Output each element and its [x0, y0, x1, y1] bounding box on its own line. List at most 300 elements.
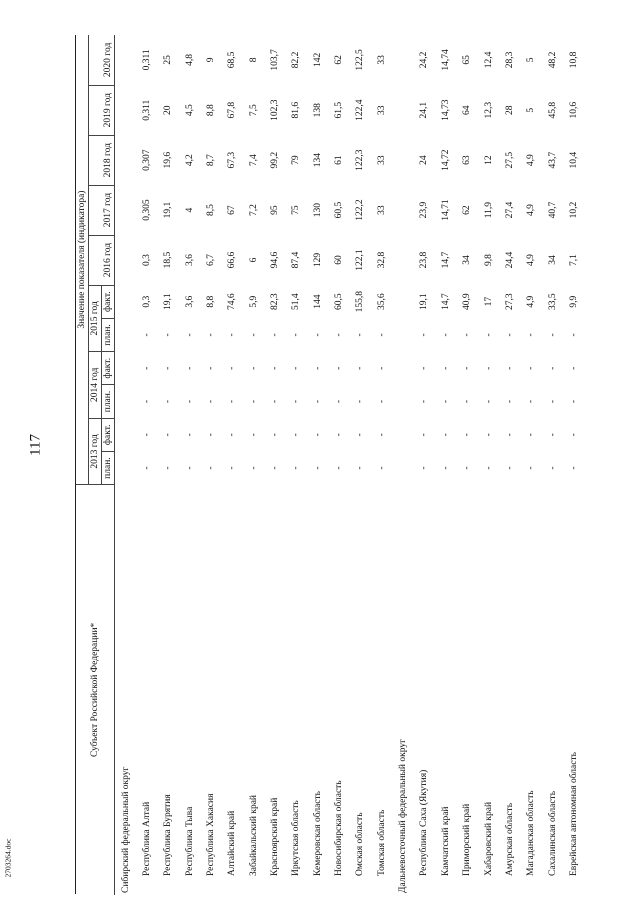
document-footer: 2703264.doc	[3, 838, 13, 878]
table-cell	[392, 35, 413, 85]
section-name: Дальневосточный федеральный округ	[398, 739, 409, 893]
table-cell: 0,305	[142, 199, 153, 221]
table-cell: 33	[376, 155, 387, 165]
table-cell	[115, 418, 137, 451]
table-cell: -	[483, 399, 494, 404]
table-cell: 62	[462, 205, 473, 215]
region-name: Новосибирская область	[334, 780, 345, 876]
region-name: Республика Хакасия	[206, 793, 217, 876]
table-cell: -	[206, 433, 217, 437]
table-cell: 8	[248, 57, 259, 63]
table-cell: 0,3	[142, 254, 153, 266]
table-cell: 5,9	[248, 295, 259, 308]
table-row	[563, 35, 584, 895]
year-2014-header: 2014 год	[89, 352, 102, 419]
table-row	[264, 35, 285, 895]
table-cell: -	[483, 333, 494, 337]
table-cell: 82,3	[270, 293, 281, 310]
table-row	[243, 35, 264, 895]
table-cell: 0,311	[142, 49, 153, 71]
table-cell: 62	[334, 55, 345, 65]
table-cell: 19,1	[163, 201, 174, 219]
table-cell: -	[142, 366, 153, 370]
table-cell: 18,5	[163, 251, 174, 269]
table-cell: -	[248, 399, 259, 404]
table-cell	[392, 235, 413, 285]
table-cell: -	[526, 399, 537, 404]
region-name: Республика Саха (Якутия)	[419, 769, 430, 876]
table-cell: 138	[312, 103, 323, 118]
table-cell: 7,2	[248, 204, 259, 217]
table-cell: -	[184, 399, 195, 404]
table-cell: -	[504, 399, 515, 404]
table-cell: 0,3	[142, 295, 153, 308]
table-cell: 102,3	[270, 99, 281, 121]
table-cell: -	[568, 399, 579, 404]
table-cell: 24	[419, 155, 430, 165]
table-cell: -	[440, 366, 451, 370]
table-cell: 19,1	[419, 293, 430, 310]
table-cell: -	[291, 366, 302, 370]
table-cell: 7,4	[248, 154, 259, 167]
table-cell: -	[440, 399, 451, 404]
table-cell: 14,73	[440, 99, 451, 121]
table-cell: -	[483, 366, 494, 370]
table-cell: -	[206, 366, 217, 370]
table-cell: 8,5	[206, 204, 217, 217]
year-2018-header: 2018 год	[89, 135, 115, 185]
table-cell	[115, 451, 137, 484]
table-cell: 60,5	[334, 293, 345, 310]
table-cell: 48,2	[547, 51, 558, 69]
table-cell: 60,5	[334, 201, 345, 219]
region-name: Камчатский край	[440, 806, 451, 876]
table-cell: 122,5	[355, 49, 366, 71]
table-cell: 74,6	[227, 293, 238, 310]
table-cell: -	[568, 433, 579, 437]
table-cell: -	[184, 433, 195, 437]
fact-2013-header: факт.	[102, 418, 115, 451]
table-cell: 24,4	[504, 251, 515, 269]
table-cell: -	[312, 433, 323, 437]
table-row	[200, 35, 221, 895]
table-cell	[115, 135, 137, 185]
table-cell: 4	[184, 207, 195, 213]
table-cell: -	[291, 399, 302, 404]
table-cell: 4,9	[526, 204, 537, 217]
region-name: Омская область	[355, 812, 366, 876]
table-cell: -	[227, 366, 238, 370]
table-row	[499, 35, 520, 895]
table-cell: 5	[526, 107, 537, 113]
table-cell	[392, 285, 413, 318]
table-cell: 10,8	[568, 51, 579, 69]
table-cell	[115, 35, 137, 85]
table-cell: -	[355, 433, 366, 437]
table-cell: -	[376, 333, 387, 337]
table-row	[307, 35, 328, 895]
table-cell: 67,8	[227, 101, 238, 119]
table-cell: 9	[206, 57, 217, 63]
plan-2013-header: план.	[102, 451, 115, 484]
region-name: Забайкальский край	[248, 795, 259, 876]
table-cell	[392, 418, 413, 451]
table-cell: -	[462, 399, 473, 404]
table-cell: -	[163, 433, 174, 437]
table-cell: 12,3	[483, 101, 494, 119]
table-cell: -	[312, 399, 323, 404]
table-cell: 0,307	[142, 149, 153, 171]
year-2017-header: 2017 год	[89, 185, 115, 235]
table-cell: 33,5	[547, 293, 558, 310]
table-cell	[392, 185, 413, 235]
table-cell: 14,74	[440, 49, 451, 71]
table-cell: 60	[334, 255, 345, 265]
table-cell	[392, 318, 413, 351]
table-cell: -	[547, 399, 558, 404]
table-cell: 4,9	[526, 295, 537, 308]
table-cell: -	[334, 366, 345, 370]
region-name: Еврейская автономная область	[568, 752, 579, 876]
table-cell: -	[270, 433, 281, 437]
table-row	[136, 35, 157, 895]
table-cell: 9,8	[483, 254, 494, 266]
table-cell: 4,9	[526, 154, 537, 167]
table-cell: 6,7	[206, 254, 217, 266]
table-cell	[115, 185, 137, 235]
table-row	[328, 35, 349, 895]
table-cell: -	[526, 433, 537, 437]
table-cell: 24,1	[419, 101, 430, 119]
table-cell: -	[568, 366, 579, 370]
table-cell: 32,8	[376, 251, 387, 269]
table-cell: 27,5	[504, 151, 515, 169]
table-cell: -	[270, 366, 281, 370]
table-cell: -	[355, 466, 366, 470]
region-name: Кемеровская область	[312, 790, 323, 876]
table-cell: 12	[483, 155, 494, 165]
table-cell: 14,72	[440, 149, 451, 171]
table-cell: 75	[291, 205, 302, 215]
table-cell: -	[312, 366, 323, 370]
table-cell: 4,8	[184, 53, 195, 66]
table-cell: -	[163, 466, 174, 470]
table-cell: -	[419, 466, 430, 470]
table-cell: 25	[163, 55, 174, 65]
table-cell: 122,4	[355, 99, 366, 121]
table-cell: 10,4	[568, 151, 579, 169]
table-cell: 14,7	[440, 293, 451, 310]
table-cell: 6	[248, 257, 259, 263]
fact-2015-header: факт.	[102, 285, 115, 318]
table-cell: -	[547, 466, 558, 470]
table-cell: -	[248, 333, 259, 337]
region-name: Иркутская область	[291, 800, 302, 876]
table-row	[542, 35, 563, 895]
region-name: Республика Тыва	[184, 806, 195, 876]
table-cell: 82,2	[291, 51, 302, 69]
year-2015-header: 2015 год	[89, 285, 102, 352]
table-cell: 122,3	[355, 149, 366, 171]
table-cell: -	[270, 466, 281, 470]
region-name: Сахалинская область	[547, 790, 558, 876]
region-name: Томская область	[376, 809, 387, 876]
table-cell: 66,6	[227, 251, 238, 269]
table-cell: 33	[376, 105, 387, 115]
table-cell: 122,1	[355, 249, 366, 271]
table-cell: -	[440, 433, 451, 437]
table-cell: 45,8	[547, 101, 558, 119]
table-cell: 134	[312, 153, 323, 168]
table-cell: -	[248, 366, 259, 370]
region-name: Республика Бурятия	[163, 794, 174, 876]
table-cell: 5	[526, 57, 537, 63]
table-cell: 3,6	[184, 295, 195, 308]
table-cell: -	[227, 333, 238, 337]
table-cell: 34	[547, 255, 558, 265]
table-cell: -	[334, 433, 345, 437]
plan-2015-header: план.	[102, 318, 115, 351]
table-cell: -	[547, 433, 558, 437]
table-cell: 65	[462, 55, 473, 65]
table-cell: 9,9	[568, 295, 579, 308]
table-cell: 129	[312, 252, 323, 268]
subject-header: Субъект Российской Федерации*	[76, 485, 115, 895]
table-cell	[392, 451, 413, 484]
indicator-table	[75, 35, 585, 895]
table-cell: 23,8	[419, 251, 430, 269]
table-cell: -	[163, 366, 174, 370]
region-name: Алтайский край	[227, 810, 238, 876]
table-cell: -	[142, 399, 153, 404]
table-cell: -	[291, 466, 302, 470]
table-cell: 8,8	[206, 104, 217, 117]
region-name: Хабаровский край	[483, 801, 494, 876]
table-cell: 51,4	[291, 293, 302, 310]
table-cell: -	[312, 466, 323, 470]
table-cell: -	[334, 399, 345, 404]
table-cell: 40,9	[462, 293, 473, 310]
table-cell: 27,3	[504, 293, 515, 310]
table-cell: -	[206, 399, 217, 404]
table-cell: 19,1	[163, 293, 174, 310]
table-cell: 61	[334, 155, 345, 165]
table-cell: 144	[312, 294, 323, 309]
year-2019-header: 2019 год	[89, 85, 115, 135]
table-row	[435, 35, 456, 895]
table-cell: -	[227, 466, 238, 470]
table-cell: 61,5	[334, 101, 345, 119]
table-cell: 17	[483, 296, 494, 307]
table-cell: -	[142, 433, 153, 437]
table-cell: -	[526, 466, 537, 470]
rotated-table-container	[75, 35, 585, 895]
table-cell: 67,3	[227, 151, 238, 169]
table-cell: 8,8	[206, 295, 217, 308]
table-cell: -	[504, 333, 515, 337]
table-cell: 27,4	[504, 201, 515, 219]
indicator-header: Значение показателя (индикатора)	[76, 35, 89, 485]
year-2020-header: 2020 год	[89, 35, 115, 85]
table-cell: 11,9	[483, 201, 494, 219]
year-2013-header: 2013 год	[89, 418, 102, 485]
table-cell: 155,8	[355, 290, 366, 313]
region-name: Республика Алтай	[142, 801, 153, 876]
table-cell: 28	[504, 105, 515, 115]
table-cell: -	[462, 433, 473, 437]
table-cell: 4,9	[526, 254, 537, 266]
table-cell: -	[206, 333, 217, 337]
table-cell	[392, 385, 413, 418]
table-cell: 14,7	[440, 251, 451, 269]
table-row	[350, 35, 371, 895]
table-cell: 34	[462, 255, 473, 265]
table-cell: 3,6	[184, 254, 195, 266]
table-cell: 14,71	[440, 199, 451, 221]
table-cell: 130	[312, 202, 323, 218]
table-cell: -	[440, 333, 451, 337]
table-cell: -	[142, 333, 153, 337]
table-cell: -	[462, 333, 473, 337]
table-body	[115, 35, 585, 895]
table-cell: -	[547, 333, 558, 337]
table-cell: -	[184, 366, 195, 370]
table-cell: -	[270, 399, 281, 404]
table-cell: 10,2	[568, 201, 579, 219]
table-cell: -	[163, 333, 174, 337]
table-cell: -	[547, 366, 558, 370]
table-cell: -	[291, 433, 302, 437]
table-cell: -	[483, 433, 494, 437]
table-cell: -	[462, 366, 473, 370]
table-cell	[115, 352, 137, 385]
table-cell: -	[419, 433, 430, 437]
table-cell: 20	[163, 105, 174, 115]
table-row	[457, 35, 478, 895]
table-cell: -	[376, 433, 387, 437]
table-cell: -	[312, 333, 323, 337]
table-cell: 142	[312, 52, 323, 68]
table-cell	[115, 85, 137, 135]
table-cell: 67	[227, 205, 238, 215]
table-cell: -	[227, 399, 238, 404]
table-cell: -	[526, 366, 537, 370]
table-row	[286, 35, 307, 895]
table-cell: 64	[462, 105, 473, 115]
table-cell: 4,2	[184, 154, 195, 167]
table-cell: -	[163, 399, 174, 404]
region-name: Красноярский край	[270, 797, 281, 876]
table-cell: 79	[291, 155, 302, 165]
table-cell: 28,3	[504, 51, 515, 69]
table-cell: 8,7	[206, 154, 217, 167]
region-name: Амурская область	[504, 802, 515, 876]
table-cell: 7,1	[568, 254, 579, 266]
table-cell: -	[248, 466, 259, 470]
section-row	[115, 35, 137, 895]
year-2016-header: 2016 год	[89, 235, 115, 285]
table-cell: -	[440, 466, 451, 470]
region-name: Приморский край	[462, 803, 473, 876]
table-cell: 43,7	[547, 151, 558, 169]
table-cell: -	[419, 399, 430, 404]
table-cell: -	[504, 433, 515, 437]
table-cell: -	[376, 466, 387, 470]
table-cell: 94,6	[270, 251, 281, 269]
table-cell: 23,9	[419, 201, 430, 219]
table-cell	[115, 235, 137, 285]
table-cell: -	[142, 466, 153, 470]
table-cell: -	[291, 333, 302, 337]
section-name: Сибирский федеральный округ	[120, 766, 131, 893]
table-cell: 10,6	[568, 101, 579, 119]
table-cell: 87,4	[291, 251, 302, 269]
table-row	[222, 35, 243, 895]
table-cell: 33	[376, 55, 387, 65]
table-cell: -	[568, 466, 579, 470]
table-row	[371, 35, 392, 895]
table-row	[414, 35, 435, 895]
table-cell: 103,7	[270, 49, 281, 71]
table-cell: -	[504, 466, 515, 470]
page-number: 117	[27, 434, 44, 456]
table-row	[179, 35, 200, 895]
table-cell: -	[526, 333, 537, 337]
table-cell: 24,2	[419, 51, 430, 69]
table-cell	[392, 135, 413, 185]
table-cell: -	[504, 366, 515, 370]
table-cell: -	[184, 466, 195, 470]
table-cell: 81,6	[291, 101, 302, 119]
table-cell: 0,311	[142, 99, 153, 121]
table-cell	[392, 85, 413, 135]
table-cell: 12,4	[483, 51, 494, 69]
table-row	[158, 35, 179, 895]
table-cell: -	[355, 333, 366, 337]
table-cell	[115, 285, 137, 318]
table-cell: 19,6	[163, 151, 174, 169]
table-cell: 7,5	[248, 104, 259, 117]
table-cell: 33	[376, 205, 387, 215]
table-cell: -	[248, 433, 259, 437]
table-cell: -	[227, 433, 238, 437]
section-row	[392, 35, 413, 895]
table-row	[521, 35, 542, 895]
table-cell: -	[568, 333, 579, 337]
table-cell: -	[376, 366, 387, 370]
table-cell: -	[419, 333, 430, 337]
table-cell: -	[355, 399, 366, 404]
table-cell: -	[334, 333, 345, 337]
table-cell: -	[206, 466, 217, 470]
table-cell: 4,5	[184, 104, 195, 117]
table-cell: 35,6	[376, 293, 387, 310]
table-cell: -	[184, 333, 195, 337]
table-cell: 122,2	[355, 199, 366, 221]
table-cell: 68,5	[227, 51, 238, 69]
table-cell: -	[462, 466, 473, 470]
table-cell: 40,7	[547, 201, 558, 219]
table-cell: -	[270, 333, 281, 337]
table-cell: -	[419, 366, 430, 370]
table-row	[478, 35, 499, 895]
fact-2014-header: факт.	[102, 352, 115, 385]
plan-2014-header: план.	[102, 385, 115, 418]
table-cell: 99,2	[270, 151, 281, 169]
table-cell	[392, 352, 413, 385]
table-cell	[115, 318, 137, 351]
table-cell: -	[376, 399, 387, 404]
